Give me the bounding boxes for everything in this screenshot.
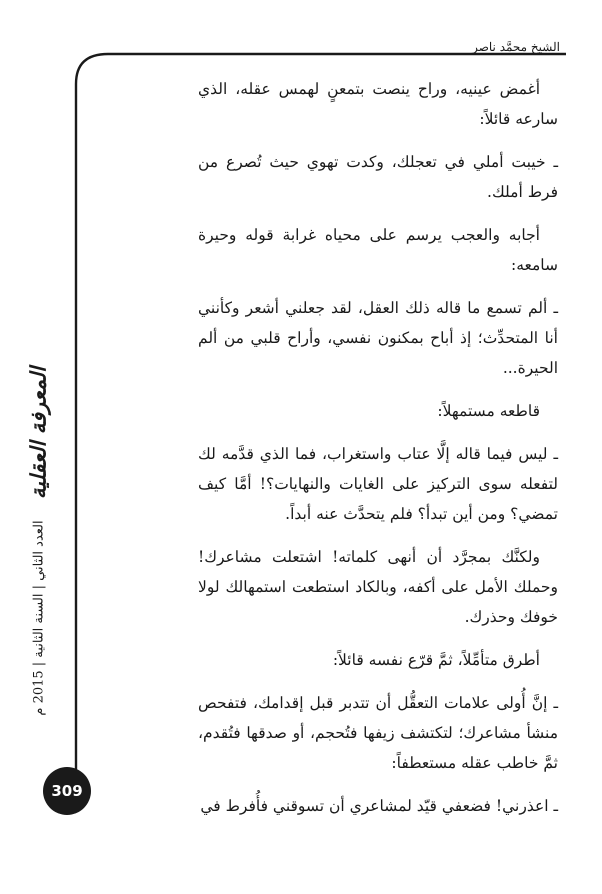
paragraph: ـ إنَّ أُولى علامات التعقُّل أن تتدبر قبل إقدامك، فتفحص منشأ مشاعرك؛ لتكتشف زيفها فتُحجم، أو صدقها فتُقدم، ثمَّ خاطب عقله مستعطفاً: <box>198 694 558 772</box>
page-number-badge: 309 <box>43 767 91 815</box>
article-body <box>198 74 558 834</box>
magazine-title-logo <box>18 364 58 502</box>
paragraph: ولكنَّك بمجرَّد أن أنهى كلماته! اشتعلت مشاعرك! وحملك الأمل على أكفه، وبالكاد استطعت استمهالك لولا خوفك وحذرك. <box>198 548 558 626</box>
paragraph: قاطعه مستمهلاً: <box>437 402 540 420</box>
issue-info-text: العدد الثاني | السنة الثانية | 2015 م <box>31 520 47 716</box>
paragraph: ـ خيبت أملي في تعجلك، وكدت تهوي حيث تُصرع من فرط أملك. <box>198 153 558 201</box>
paragraph: أطرق متأمِّلاً، ثمَّ قرّع نفسه قائلاً: <box>332 651 540 669</box>
paragraph: ـ ليس فيما قاله إلَّا عتاب واستغراب، فما الذي قدَّمه لك لتفعله سوى التركيز على الغايات والنهايات؟! أمَّا كيف تمضي؟ ومن أين تبدأ؟ فلم يتحدَّث عنه أبداً. <box>198 445 558 523</box>
paragraph: أغمض عينيه، وراح ينصت بتمعنٍ لهمس عقله، الذي سارعه قائلاً: <box>198 80 558 128</box>
page-header-author: الشيخ محمَّد ناصر <box>472 40 560 54</box>
paragraph: أجابه والعجب يرسم على محياه غرابة قوله وحيرة سامعه: <box>198 226 558 274</box>
paragraph: ـ اعذرني! فضعفي قيّد لمشاعري أن تسوقني فأُفرط في <box>200 797 558 815</box>
magazine-title: المعرفة العقلية <box>25 366 51 500</box>
issue-info <box>22 508 56 728</box>
paragraph: ـ ألم تسمع ما قاله ذلك العقل، لقد جعلني أشعر وكأنني أنا المتحدِّث؛ إذ أباح بمكنون نفسي، وأراح قلبي من ألم الحيرة... <box>198 299 558 377</box>
